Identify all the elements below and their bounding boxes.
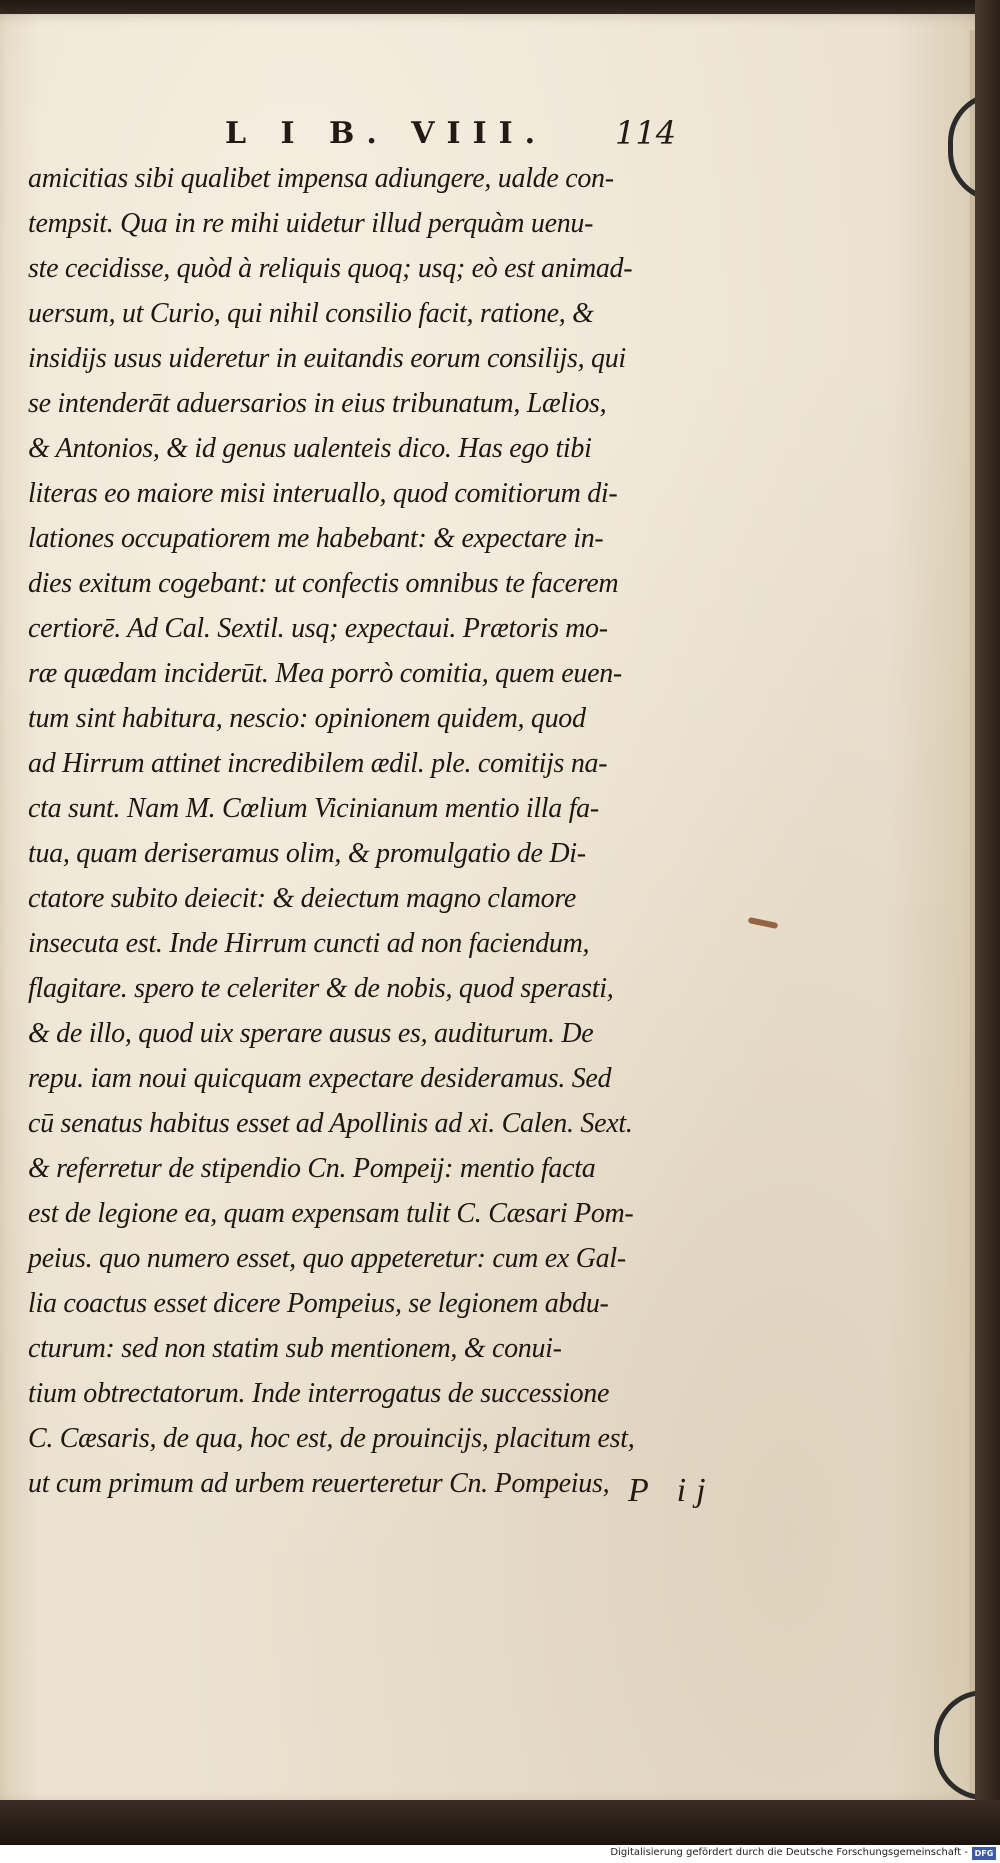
text-line: literas eo maiore misi interuallo, quod comitiorum di- [28,478,618,509]
text-line: & referretur de stipendio Cn. Pompeij: mentio facta [28,1153,596,1184]
text-line: insidijs usus uideretur in euitandis eorum consilijs, qui [28,343,626,374]
text-line: tium obtrectatorum. Inde interrogatus de successione [28,1378,610,1409]
text-line: cta sunt. Nam M. Cœlium Vicinianum mentio illa fa- [28,793,599,824]
text-line: ut cum primum ad urbem reuerteretur Cn. Pompeius, [28,1468,610,1499]
book-page [0,14,985,1804]
text-line: & Antonios, & id genus ualenteis dico. Has ego tibi [28,433,592,464]
text-line: ste cecidisse, quòd à reliquis quoq; usq; eò est animad- [28,253,633,284]
text-line: ræ quædam inciderūt. Mea porrò comitia, quem euen- [28,658,622,689]
text-line: flagitare. spero te celeriter & de nobis, quod sperasti, [28,973,614,1004]
text-line: peius. quo numero esset, quo appeteretur: cum ex Gal- [28,1243,626,1274]
text-line: cū senatus habitus esset ad Apollinis ad xi. Calen. Sext. [28,1108,633,1139]
text-line: lationes occupatiorem me habebant: & expectare in- [28,523,604,554]
text-line: amicitias sibi qualibet impensa adiungere, ualde con- [28,163,614,194]
text-line: cturum: sed non statim sub mentionem, & conui- [28,1333,562,1364]
funding-credit: Digitalisierung gefördert durch die Deutsche Forschungsgemeinschaft - [610,1847,968,1858]
text-line: insecuta est. Inde Hirrum cuncti ad non faciendum, [28,928,590,959]
text-block [28,156,738,1506]
ink-mark [748,917,779,929]
text-line: tum sint habitura, nescio: opinionem quidem, quod [28,703,586,734]
text-line: se intenderāt aduersarios in eius tribunatum, Lælios, [28,388,607,419]
dfg-logo: DFG [972,1847,996,1860]
text-line: ctatore subito deiecit: & deiectum magno clamore [28,883,577,914]
page-header [225,114,745,154]
cover-bottom-edge [0,1800,1000,1845]
text-line: lia coactus esset dicere Pompeius, se legionem abdu- [28,1288,609,1319]
text-line: C. Cæsaris, de qua, hoc est, de prouincijs, placitum est, [28,1423,635,1454]
cover-right-edge [975,0,1000,1845]
signature-mark: P ij [628,1472,716,1509]
page-number: 114 [615,114,677,152]
text-line: est de legione ea, quam expensam tulit C. Cæsari Pom- [28,1198,634,1229]
text-line: & de illo, quod uix sperare ausus es, auditurum. De [28,1018,594,1049]
text-line: tempsit. Qua in re mihi uidetur illud perquàm uenu- [28,208,594,239]
text-line: ad Hirrum attinet incredibilem ædil. ple. comitijs na- [28,748,608,779]
text-line: repu. iam noui quicquam expectare desideramus. Sed [28,1063,612,1094]
text-line: dies exitum cogebant: ut confectis omnibus te facerem [28,568,619,599]
text-line: certiorē. Ad Cal. Sextil. usq; expectaui. Prætoris mo- [28,613,608,644]
footer-bar [0,1845,1000,1863]
text-line: uersum, ut Curio, qui nihil consilio facit, ratione, & [28,298,594,329]
running-head: L I B. VIII. [225,116,548,151]
text-line: tua, quam deriseramus olim, & promulgatio de Di- [28,838,586,869]
